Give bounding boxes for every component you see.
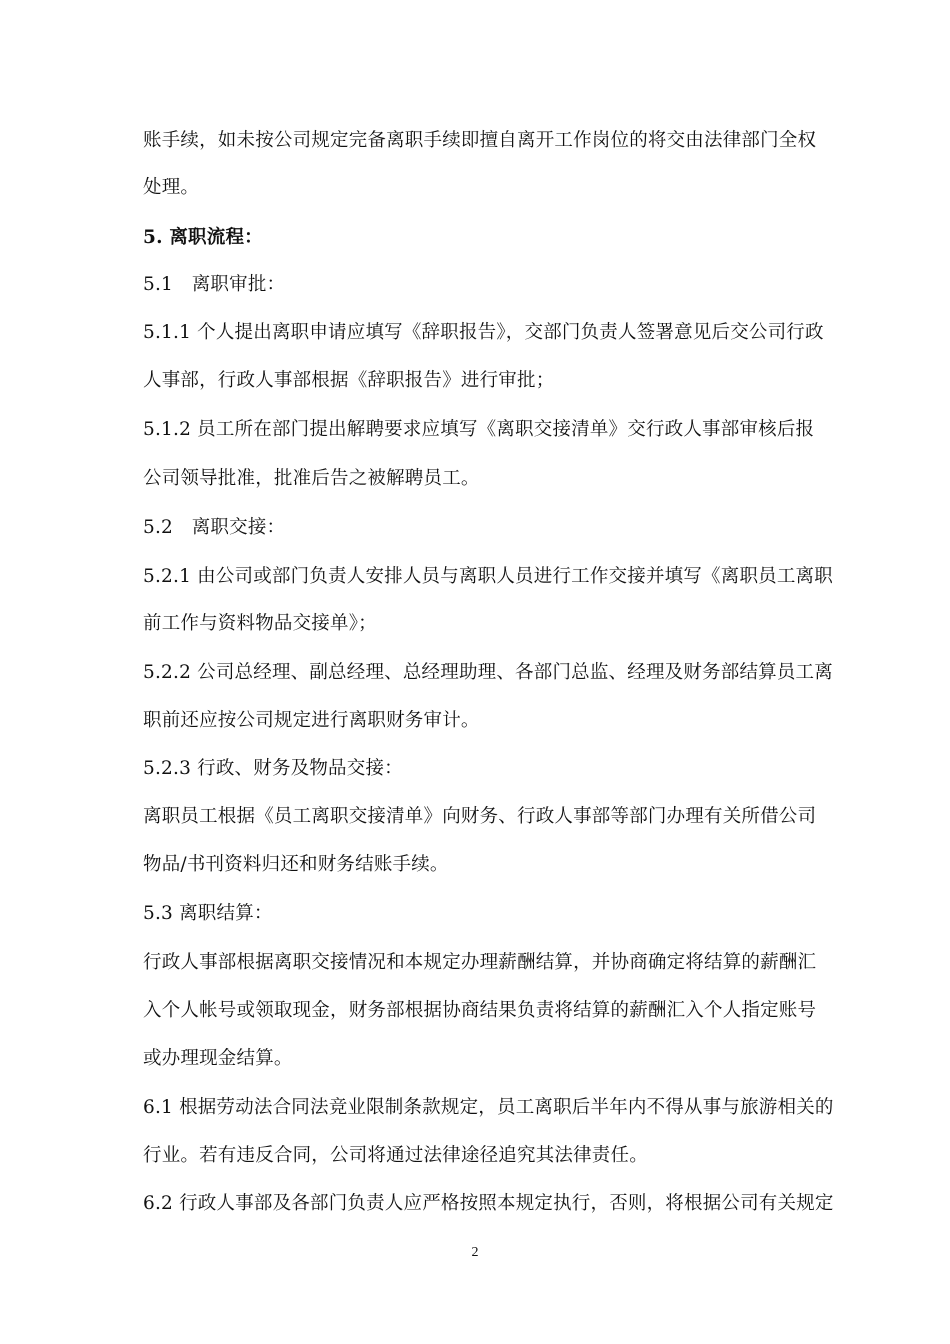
- subsection-heading: 5.2.3 行政、财务及物品交接：: [143, 758, 403, 779]
- subsection-heading: 5.1 离职审批：: [143, 274, 286, 295]
- body-text-line: 6.2 行政人事部及各部门负责人应严格按照本规定执行，否则，将根据公司有关规定: [143, 1193, 834, 1214]
- body-text-line: 人事部，行政人事部根据《辞职报告》进行审批；: [143, 370, 555, 391]
- section-heading: 5. 离职流程：: [143, 227, 263, 248]
- body-text-line: 5.2.1 由公司或部门负责人安排人员与离职人员进行工作交接并填写《离职员工离职: [143, 566, 833, 587]
- body-text-line: 账手续，如未按公司规定完备离职手续即擅自离开工作岗位的将交由法律部门全权: [143, 130, 817, 151]
- body-text-line: 公司领导批准，批准后告之被解聘员工。: [143, 468, 480, 489]
- body-text-line: 5.1.1 个人提出离职申请应填写《辞职报告》，交部门负责人签署意见后交公司行政: [143, 322, 824, 343]
- body-text-line: 入个人帐号或领取现金，财务部根据协商结果负责将结算的薪酬汇入个人指定账号: [143, 1000, 817, 1021]
- body-text-line: 或办理现金结算。: [143, 1048, 293, 1069]
- body-text-line: 处理。: [143, 177, 200, 198]
- body-text-line: 离职员工根据《员工离职交接清单》向财务、行政人事部等部门办理有关所借公司: [143, 806, 817, 827]
- body-text-line: 5.1.2 员工所在部门提出解聘要求应填写《离职交接清单》交行政人事部审核后报: [143, 419, 815, 440]
- body-text-line: 5.2.2 公司总经理、副总经理、总经理助理、各部门总监、经理及财务部结算员工离: [143, 662, 833, 683]
- body-text-line: 行业。若有违反合同，公司将通过法律途径追究其法律责任。: [143, 1145, 648, 1166]
- subsection-heading: 5.2 离职交接：: [143, 517, 286, 538]
- body-text-line: 前工作与资料物品交接单》；: [143, 613, 377, 634]
- subsection-heading: 5.3 离职结算：: [143, 903, 273, 924]
- body-text-line: 物品/书刊资料归还和财务结账手续。: [143, 854, 449, 875]
- body-text-line: 行政人事部根据离职交接情况和本规定办理薪酬结算，并协商确定将结算的薪酬汇: [143, 952, 817, 973]
- body-text-line: 6.1 根据劳动法合同法竞业限制条款规定，员工离职后半年内不得从事与旅游相关的: [143, 1097, 834, 1118]
- page-number: 2: [471, 1245, 479, 1260]
- body-text-line: 职前还应按公司规定进行离职财务审计。: [143, 710, 480, 731]
